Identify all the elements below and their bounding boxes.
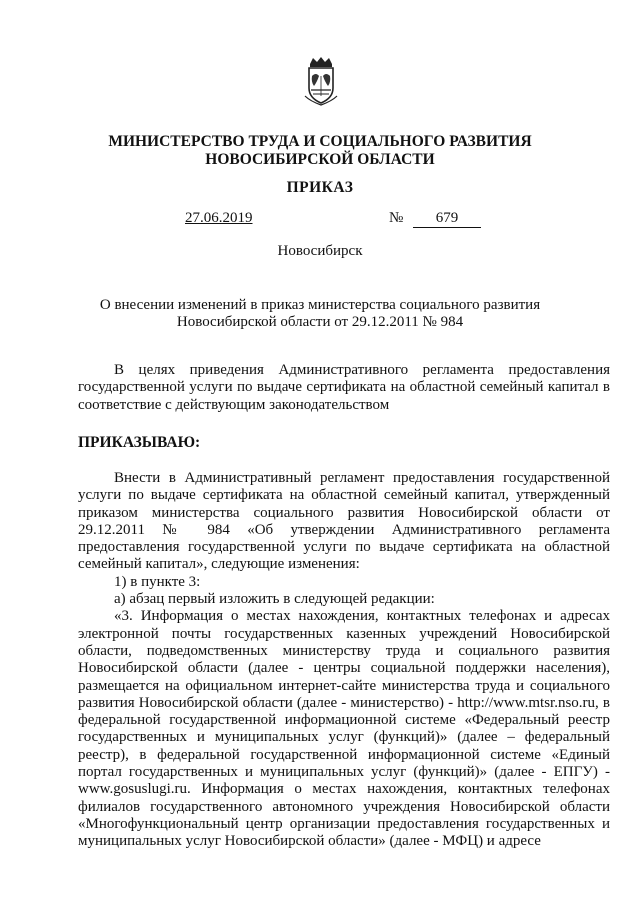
body-item-3-paragraph: «3. Информация о местах нахождения, контактных телефонах и адресах электронной почты государственных казенных учреждений Новосибирской области, подведомственных министерству труда и социального развития Новосибирской области (далее - центры социальной поддержки населения), размещается на официальном интернет-сайте министерства труда и социального развития Новосибирской области (далее - министерство) - http://www.mtsr.nso.ru, в федеральной государственной информационной системе «Федеральный реестр государственных и муниципальных услуг (функций)» (далее – федеральный реестр), в федеральной государственной информационной системе «Единый портал государственных и муниципальных услуг (функций)» (далее - ЕПГУ) - www.gosuslugi.ru. Информация о местах нахождения, контактных телефонах филиалов государственного автономного учреждения Новосибирской области «Многофункциональный центр организации предоставления государственных и муниципальных услуг Новосибирской области» (далее - МФЦ) и адресе xyxy=(78,608,610,850)
city: Новосибирск xyxy=(277,243,363,259)
body-intro-paragraph: Внести в Административный регламент предоставления государственной услуги по выдаче сертификата на областной семейный капитал, утвержденный приказом министерства социального развития Новосибирской области от 29.12.2011 № 984 «Об утверждении Административного регламента предоставления государственной услуги по выдаче сертификата на областной семейный капитал», следующие изменения: xyxy=(78,470,610,573)
ministry-name-line1: МИНИСТЕРСТВО ТРУДА И СОЦИАЛЬНОГО РАЗВИТИЯ xyxy=(108,133,532,150)
preamble xyxy=(78,362,610,414)
subject-line2: Новосибирской области от 29.12.2011 № 984 xyxy=(176,314,464,330)
ministry-name xyxy=(0,133,640,169)
subject-line1: О внесении изменений в приказ министерства социального развития xyxy=(99,297,541,313)
preamble-paragraph: В целях приведения Административного регламента предоставления государственной услуги по выдаче сертификата на областной семейный капитал в соответствие с действующим законодательством xyxy=(78,362,610,413)
ministry-name-line2: НОВОСИБИРСКОЙ ОБЛАСТИ xyxy=(205,151,435,168)
coat-of-arms-icon xyxy=(302,56,340,106)
orders-heading: ПРИКАЗЫВАЮ: xyxy=(78,434,201,451)
body-item-1: 1) в пункте 3: xyxy=(114,573,201,590)
number-sign: № xyxy=(389,210,404,226)
order-number: 679 xyxy=(413,210,481,228)
order-body xyxy=(78,470,610,851)
body-item-1a: а) абзац первый изложить в следующей редакции: xyxy=(114,591,435,608)
order-subject xyxy=(0,297,640,331)
order-date: 27.06.2019 xyxy=(185,210,253,226)
document-type: ПРИКАЗ xyxy=(286,179,354,196)
